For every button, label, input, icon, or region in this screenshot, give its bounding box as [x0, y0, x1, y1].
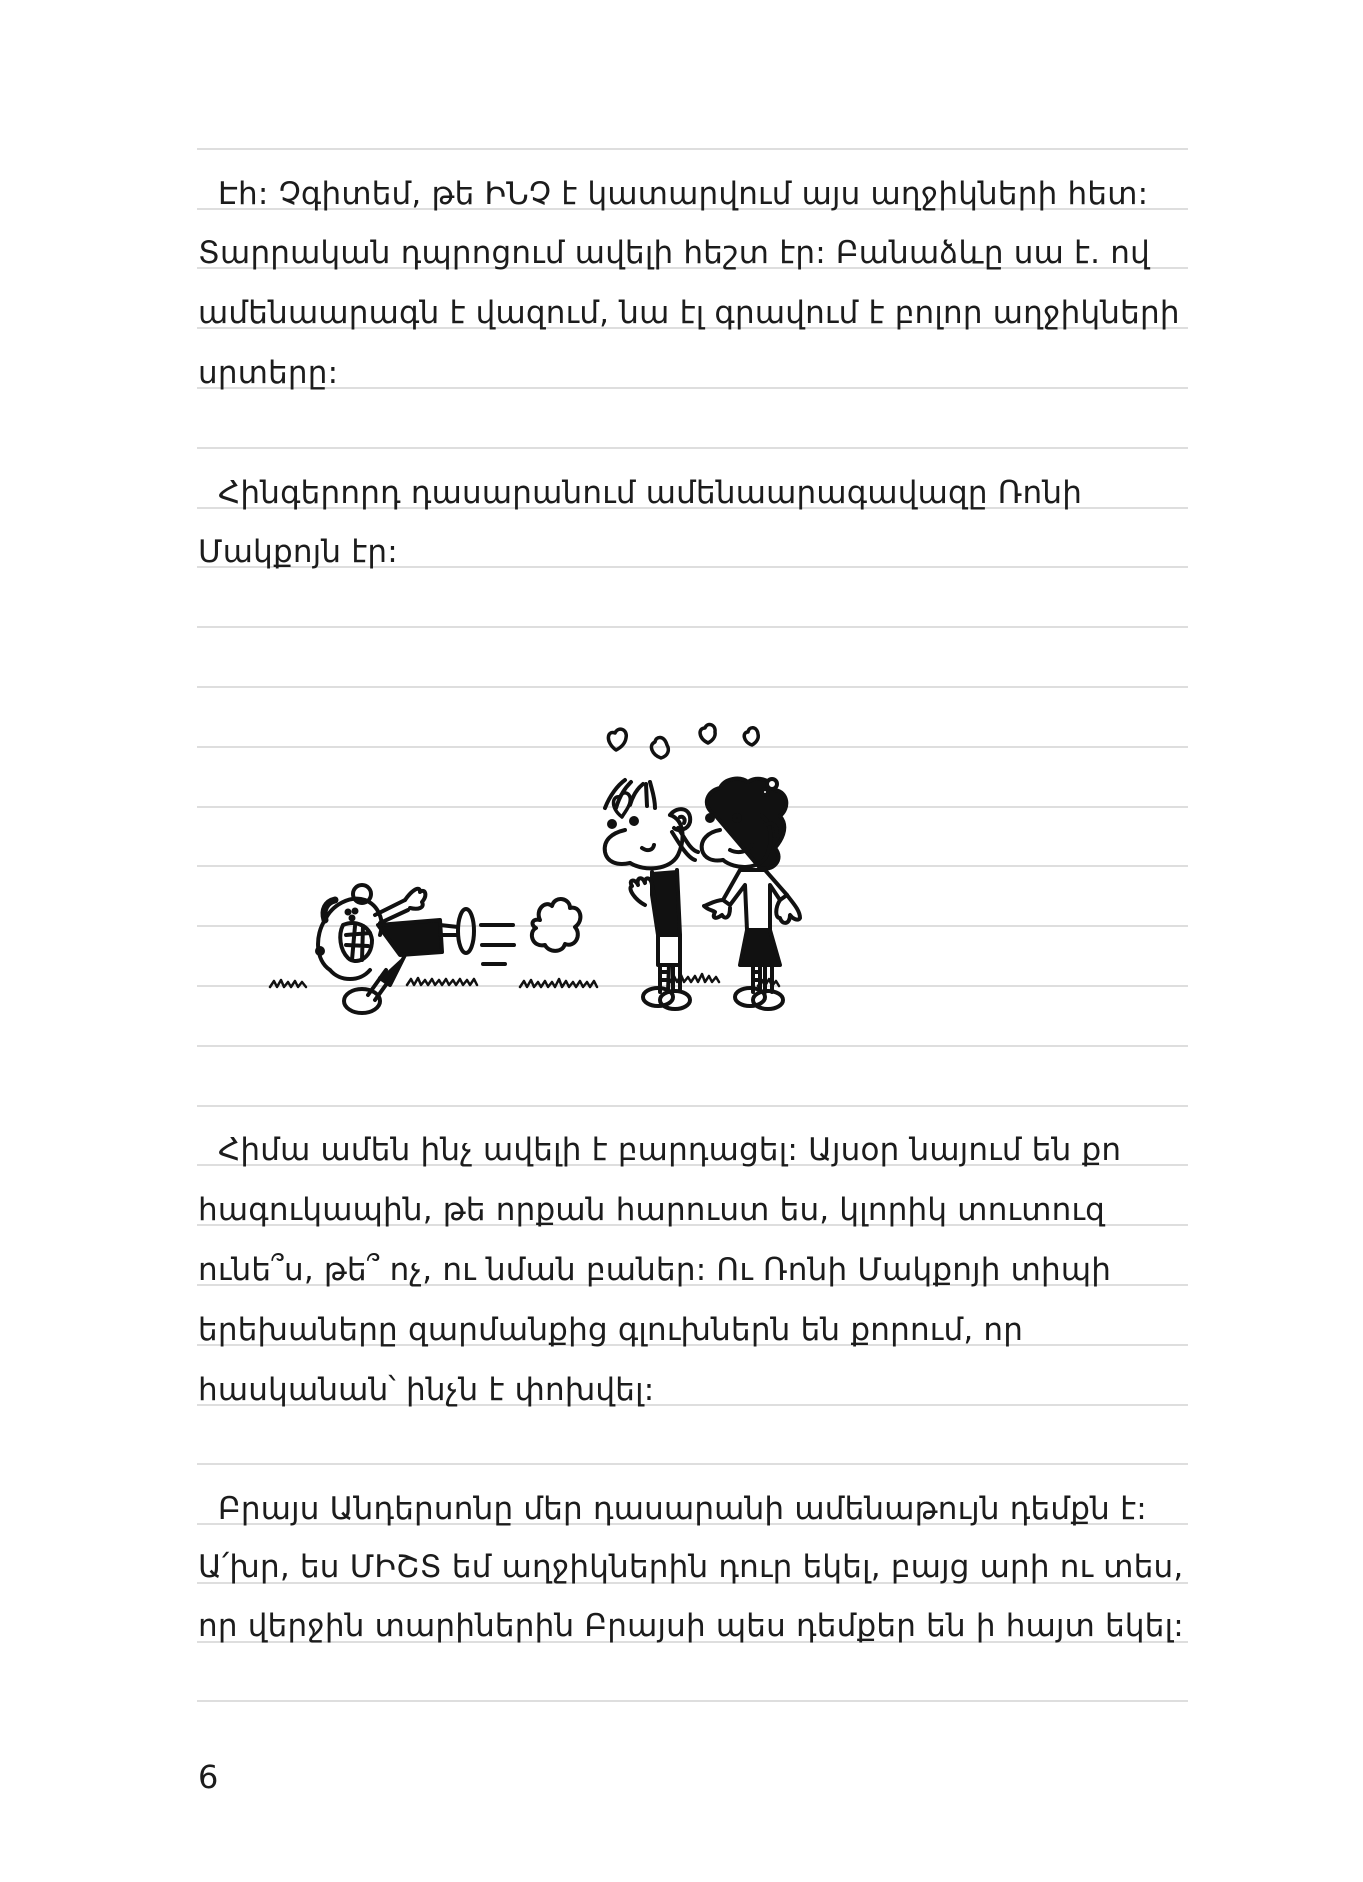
text-line: ամենաարագն է վազում, նա էլ գրավում է բոլոր աղջիկների	[198, 295, 1180, 331]
rule-line	[197, 1105, 1188, 1107]
text-line: Հիմա ամեն ինչ ավելի է բարդացել: Այսօր նայում են քո	[218, 1132, 1122, 1168]
illustration	[260, 720, 1040, 1020]
text-line: Տարրական դպրոցում ավելի հեշտ էր: Բանաձևը սա է. ով	[198, 235, 1150, 271]
rule-line	[197, 686, 1188, 688]
rule-line	[197, 447, 1188, 449]
text-line: ունե՞ս, թե՞ ոչ, ու նման բաներ: Ու Ռոնի Մակքոյի տիպի	[198, 1252, 1112, 1288]
rule-line	[197, 148, 1188, 150]
cartoon-scene	[260, 720, 1040, 1020]
girl-curly-hair	[702, 779, 800, 1009]
rule-line	[197, 1700, 1188, 1702]
rule-line	[197, 387, 1188, 389]
text-line: երեխաները զարմանքից գլուխներն են քորում, որ	[198, 1312, 1024, 1348]
text-line: հագուկապին, թե որքան հարուստ ես, կլորիկ տուտուզ	[198, 1192, 1105, 1228]
rule-line	[197, 626, 1188, 628]
text-line: հասկանան՝ ինչն է փոխվել:	[198, 1372, 655, 1408]
rule-line	[197, 1045, 1188, 1047]
text-line: Հինգերորդ դասարանում ամենաարագավազը Ռոնի	[218, 475, 1083, 511]
text-line: Մակքոյն էր:	[198, 534, 398, 570]
text-line: սրտերը:	[198, 355, 339, 391]
running-boy	[317, 885, 474, 1013]
text-line: Ա՛խր, ես ՄԻՇՏ եմ աղջիկներին դուր եկել, բայց արի ու տես,	[198, 1549, 1184, 1585]
text-line: Բրայս Անդերսոնը մեր դասարանի ամենաթույն դեմքն է:	[218, 1491, 1147, 1527]
speed-lines	[481, 925, 514, 964]
dust-cloud	[532, 899, 581, 951]
rule-line	[197, 1463, 1188, 1465]
page-number: 6	[198, 1758, 219, 1796]
text-line: Էհ: Չգիտեմ, թե ԻՆՉ է կատարվում այս աղջիկների հետ:	[218, 176, 1149, 212]
text-line: որ վերջին տարիներին Բրայսի պես դեմքեր են ի հայտ եկել:	[198, 1608, 1184, 1644]
